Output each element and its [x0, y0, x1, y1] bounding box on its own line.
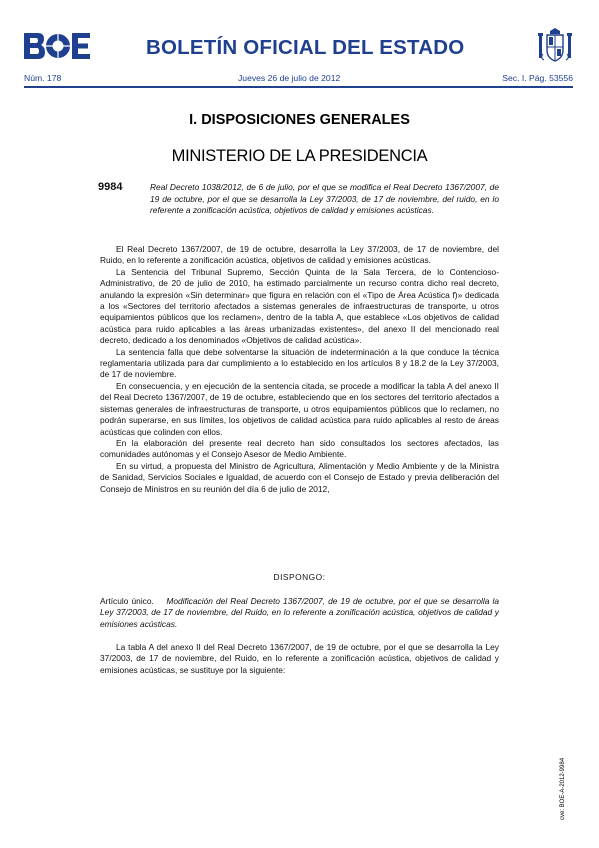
preamble	[100, 244, 499, 495]
issue-date: Jueves 26 de julio de 2012	[238, 73, 341, 83]
ministry-title: MINISTERIO DE LA PRESIDENCIA	[171, 147, 428, 165]
section-title: I. DISPOSICIONES GENERALES	[189, 112, 410, 128]
paragraph: En la elaboración del presente real decreto han sido consultados los sectores afectados, las comunidades autónomas y el Consejo Asesor de Medio Ambiente.	[100, 437, 499, 460]
boe-logo	[24, 33, 90, 59]
article-body	[100, 642, 499, 676]
coat-of-arms-icon	[537, 28, 573, 64]
paragraph: En consecuencia, y en ejecución de la sentencia citada, se procede a modificar la tabla A del anexo II del Real Decreto 1367/2007, de 19 de octubre, estableciendo que en los sectores del territorio afectados a sistemas generales de infraestructuras de transporte, u otros equipamientos públicos que lo reclamen, no podrán superarse, en sus límites, los objetivos de calidad acústica para ruido aplicables al resto de áreas acústicas que colinden con ellos.	[100, 380, 499, 437]
section-page: Sec. I. Pág. 53556	[502, 73, 573, 83]
paragraph: El Real Decreto 1367/2007, de 19 de octubre, desarrolla la Ley 37/2003, de 17 de noviembre, del Ruido, en lo referente a zonificación acústica, objetivos de calidad y emisiones acústicas.	[100, 244, 499, 266]
paragraph: La tabla A del anexo II del Real Decreto 1367/2007, de 19 de octubre, por el que se desarrolla la Ley 37/2003, de 17 de noviembre, del Ruido, en lo referente a zonificación acústica, objetivos de calidad y emisiones acústicas, se sustituye por la siguiente:	[100, 642, 499, 675]
decree-title: Real Decreto 1038/2012, de 6 de julio, por el que se modifica el Real Decreto 1367/2007, de 19 de octubre, por el que se desarrolla la Ley 37/2003, de 17 de noviembre, del ruido, en lo referente a zonificación acústica, objetivos de calidad y emisiones acústicas.	[150, 182, 499, 215]
article-heading	[100, 596, 499, 630]
cve-identifier: cve: BOE-A-2012-9984	[560, 757, 566, 820]
masthead-title: BOLETÍN OFICIAL DEL ESTADO	[146, 36, 465, 59]
paragraph: En su virtud, a propuesta del Ministro de Agricultura, Alimentación y Medio Ambiente y de la Ministra de Sanidad, Servicios Sociales e Igualdad, de acuerdo con el Consejo de Estado y previa deliberación del Consejo de Ministros en su reunión del día 6 de julio de 2012,	[100, 460, 499, 494]
paragraph: La Sentencia del Tribunal Supremo, Sección Quinta de la Sala Tercera, de lo Contencioso-Administrativo, de 20 de julio de 2010, ha estimado parcialmente un recurso contra dicho real decreto, anulando la expresión «Sin determinar» que figura en relación con el «Tipo de Área Acústica f)» dedicada a los «Sectores del territorio afectados a sistemas generales de infraestructuras de transporte, u otros equipamientos públicos que los reclamen», dentro de la tabla A, que establece «Los objetivos de calidad acústica para ruido aplicables a las áreas urbanizadas existentes», del anexo II del mencionado real decreto, dedicado a los denominados «Objetivos de calidad acústica».	[100, 266, 499, 346]
article-title: Modificación del Real Decreto 1367/2007, de 19 de octubre, por el que se desarrolla la Ley 37/2003, de 17 de noviembre, del Ruido, en lo referente a zonificación acústica, objetivos de calidad y emisiones acústicas.	[100, 596, 500, 629]
issue-number: Núm. 178	[24, 73, 62, 83]
article-label: Artículo único.	[100, 596, 154, 606]
paragraph: La sentencia falla que debe solventarse la situación de indeterminación a la que conduce la técnica reglamentaria utilizada para dar cumplimiento a lo establecido en los artículos 8 y 18.2 de la Ley 37/2003, de 17 de noviembre.	[100, 346, 499, 380]
decree-number: 9984	[98, 181, 123, 193]
dispongo-heading: DISPONGO:	[273, 572, 326, 582]
header-divider	[24, 86, 573, 88]
